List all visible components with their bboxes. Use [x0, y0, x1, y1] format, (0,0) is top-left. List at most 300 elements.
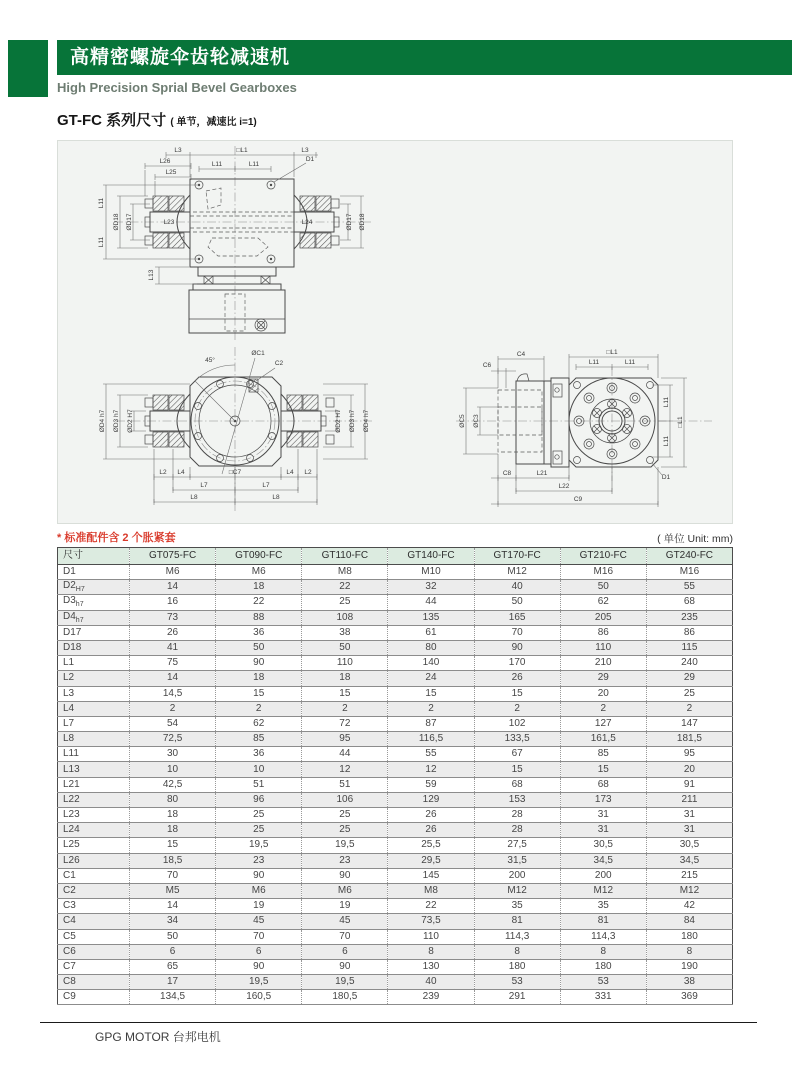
table-cell: M12 — [474, 565, 560, 580]
table-cell: 35 — [560, 899, 646, 914]
dim-label: ØD4 h7 — [99, 409, 106, 433]
table-cell: 29 — [560, 671, 646, 686]
table-cell: 50 — [302, 640, 388, 655]
table-cell: 68 — [474, 777, 560, 792]
section-title-text: GT-FC 系列尺寸 — [57, 112, 167, 129]
table-cell: 15 — [302, 686, 388, 701]
table-cell: 114,3 — [474, 929, 560, 944]
table-cell: 68 — [560, 777, 646, 792]
table-cell: 180 — [560, 959, 646, 974]
standard-accessory-note: * 标准配件含 2 个胀紧套 — [57, 532, 176, 544]
dim-label: ØC5 — [459, 414, 466, 428]
table-cell: 30,5 — [560, 838, 646, 853]
table-cell: 70 — [130, 868, 216, 883]
table-cell: 85 — [216, 732, 302, 747]
table-header-row — [58, 548, 733, 565]
dim-label: D1 — [661, 474, 671, 481]
table-cell: 62 — [216, 716, 302, 731]
table-cell: 34,5 — [560, 853, 646, 868]
table-cell: 30,5 — [646, 838, 732, 853]
table-cell: 160,5 — [216, 990, 302, 1005]
dim-label: L11 — [98, 197, 105, 209]
table-row — [58, 883, 733, 898]
table-row — [58, 625, 733, 640]
table-cell: 67 — [474, 747, 560, 762]
table-row — [58, 990, 733, 1005]
table-cell: 50 — [560, 580, 646, 595]
table-cell: 53 — [560, 975, 646, 990]
table-cell: 134,5 — [130, 990, 216, 1005]
dim-label: C4 — [516, 351, 526, 358]
row-label: D17 — [58, 625, 130, 640]
dim-label: L25 — [165, 169, 177, 176]
table-cell: 15 — [474, 762, 560, 777]
dim-label: C6 — [482, 362, 492, 369]
table-cell: 50 — [474, 595, 560, 610]
dimension-table-head — [58, 548, 733, 565]
page-title: 高精密螺旋伞齿轮减速机 — [57, 40, 792, 75]
table-row — [58, 944, 733, 959]
row-label: L22 — [58, 792, 130, 807]
table-cell: 95 — [302, 732, 388, 747]
table-row — [58, 823, 733, 838]
table-cell: M12 — [646, 883, 732, 898]
table-cell: 8 — [560, 944, 646, 959]
table-cell: 34 — [130, 914, 216, 929]
column-header: GT210-FC — [560, 548, 646, 565]
table-cell: 147 — [646, 716, 732, 731]
table-cell: 42 — [646, 899, 732, 914]
table-cell: 135 — [388, 610, 474, 625]
dim-label: ØD3 h7 — [349, 409, 356, 433]
row-label: D18 — [58, 640, 130, 655]
table-row — [58, 929, 733, 944]
table-cell: 18 — [302, 671, 388, 686]
row-label: $D3_{h7}$ — [58, 595, 130, 610]
dim-label: L4 — [177, 469, 185, 476]
column-header: GT140-FC — [388, 548, 474, 565]
dim-label: 45° — [205, 357, 215, 364]
table-row — [58, 747, 733, 762]
dimension-table-body — [58, 565, 733, 1005]
table-cell: M16 — [646, 565, 732, 580]
table-cell: 50 — [216, 640, 302, 655]
table-cell: 161,5 — [560, 732, 646, 747]
footer-divider — [40, 1022, 757, 1023]
table-cell: 87 — [388, 716, 474, 731]
dim-label: L11 — [663, 435, 670, 447]
table-cell: 19,5 — [302, 838, 388, 853]
table-cell: 26 — [388, 823, 474, 838]
row-label: L3 — [58, 686, 130, 701]
table-cell: 51 — [216, 777, 302, 792]
table-cell: 84 — [646, 914, 732, 929]
table-cell: 8 — [474, 944, 560, 959]
table-cell: M12 — [560, 883, 646, 898]
table-cell: 240 — [646, 656, 732, 671]
table-cell: 25,5 — [388, 838, 474, 853]
table-cell: 180 — [474, 959, 560, 974]
dim-label: ØC1 — [251, 350, 265, 357]
dim-label: L8 — [190, 494, 198, 501]
table-row — [58, 808, 733, 823]
table-cell: 153 — [474, 792, 560, 807]
table-cell: 40 — [474, 580, 560, 595]
dim-label: L26 — [159, 158, 171, 165]
table-cell: 34,5 — [646, 853, 732, 868]
row-label: L13 — [58, 762, 130, 777]
dim-label: L4 — [286, 469, 294, 476]
table-cell: 20 — [646, 762, 732, 777]
table-cell: M10 — [388, 565, 474, 580]
table-cell: M6 — [216, 565, 302, 580]
row-label: L23 — [58, 808, 130, 823]
table-row — [58, 716, 733, 731]
dim-label: L11 — [588, 359, 600, 366]
column-header: GT170-FC — [474, 548, 560, 565]
table-cell: 19 — [302, 899, 388, 914]
table-cell: 6 — [302, 944, 388, 959]
dim-label: ØD4 h7 — [363, 409, 370, 433]
table-cell: 90 — [216, 656, 302, 671]
table-cell: M6 — [130, 565, 216, 580]
table-cell: 25 — [302, 823, 388, 838]
table-cell: 2 — [474, 701, 560, 716]
table-cell: 36 — [216, 747, 302, 762]
table-row — [58, 762, 733, 777]
dim-label: L11 — [211, 161, 223, 168]
table-cell: 26 — [388, 808, 474, 823]
table-cell: 27,5 — [474, 838, 560, 853]
row-label: L1 — [58, 656, 130, 671]
table-cell: 369 — [646, 990, 732, 1005]
table-cell: 8 — [646, 944, 732, 959]
row-label: C4 — [58, 914, 130, 929]
table-cell: 110 — [388, 929, 474, 944]
row-label: C2 — [58, 883, 130, 898]
table-cell: 31 — [560, 808, 646, 823]
dim-label: ØD3 h7 — [113, 409, 120, 433]
table-cell: 20 — [560, 686, 646, 701]
column-header: GT110-FC — [302, 548, 388, 565]
table-row — [58, 610, 733, 625]
table-row — [58, 671, 733, 686]
table-cell: 291 — [474, 990, 560, 1005]
table-cell: 133,5 — [474, 732, 560, 747]
table-row — [58, 792, 733, 807]
table-cell: 61 — [388, 625, 474, 640]
table-cell: M5 — [130, 883, 216, 898]
dim-label: ØD2 H7 — [127, 409, 134, 433]
dim-label: □L1 — [606, 349, 618, 356]
table-cell: 38 — [646, 975, 732, 990]
table-cell: 14 — [130, 580, 216, 595]
table-cell: 65 — [130, 959, 216, 974]
table-cell: 86 — [646, 625, 732, 640]
table-cell: 106 — [302, 792, 388, 807]
table-cell: 45 — [216, 914, 302, 929]
page-subtitle: High Precision Sprial Bevel Gearboxes — [57, 80, 297, 95]
table-cell: 15 — [216, 686, 302, 701]
dim-label: L23 — [163, 219, 175, 226]
table-cell: 18 — [130, 823, 216, 838]
dim-label: L2 — [304, 469, 312, 476]
table-cell: 23 — [216, 853, 302, 868]
dim-label: L11 — [624, 359, 636, 366]
row-label: L24 — [58, 823, 130, 838]
table-cell: M12 — [474, 883, 560, 898]
table-cell: 26 — [474, 671, 560, 686]
table-cell: 90 — [216, 959, 302, 974]
table-cell: 90 — [216, 868, 302, 883]
table-cell: 90 — [302, 959, 388, 974]
table-cell: 18 — [216, 671, 302, 686]
dim-label: L13 — [148, 269, 155, 281]
table-cell: 55 — [388, 747, 474, 762]
table-cell: 200 — [560, 868, 646, 883]
table-cell: 29,5 — [388, 853, 474, 868]
table-cell: 28 — [474, 823, 560, 838]
row-label: L7 — [58, 716, 130, 731]
table-cell: 80 — [130, 792, 216, 807]
table-cell: 81 — [560, 914, 646, 929]
table-cell: 18,5 — [130, 853, 216, 868]
row-label-subscript: H7 — [75, 586, 85, 594]
table-row — [58, 686, 733, 701]
table-cell: 145 — [388, 868, 474, 883]
table-cell: 14 — [130, 899, 216, 914]
dim-label: L11 — [98, 236, 105, 248]
row-label: C5 — [58, 929, 130, 944]
table-cell: 44 — [302, 747, 388, 762]
table-cell: 51 — [302, 777, 388, 792]
row-label-subscript: h7 — [75, 601, 84, 609]
table-cell: 90 — [474, 640, 560, 655]
table-cell: 90 — [302, 868, 388, 883]
table-cell: 8 — [388, 944, 474, 959]
table-cell: 15 — [474, 686, 560, 701]
table-cell: 19,5 — [302, 975, 388, 990]
table-cell: 15 — [560, 762, 646, 777]
table-row — [58, 640, 733, 655]
table-cell: 173 — [560, 792, 646, 807]
gearbox-drawings — [58, 141, 732, 523]
table-cell: 17 — [130, 975, 216, 990]
table-cell: 18 — [130, 808, 216, 823]
row-label: D1 — [58, 565, 130, 580]
table-cell: 19,5 — [216, 838, 302, 853]
row-label: C9 — [58, 990, 130, 1005]
row-label: L8 — [58, 732, 130, 747]
table-cell: 205 — [560, 610, 646, 625]
dim-label: C9 — [573, 496, 583, 503]
dim-label: L11 — [663, 396, 670, 408]
table-cell: 95 — [646, 747, 732, 762]
table-cell: M8 — [302, 565, 388, 580]
row-label: C3 — [58, 899, 130, 914]
table-cell: 59 — [388, 777, 474, 792]
table-cell: 129 — [388, 792, 474, 807]
table-cell: 70 — [216, 929, 302, 944]
dim-label: L3 — [301, 147, 309, 154]
table-cell: 22 — [388, 899, 474, 914]
table-cell: 28 — [474, 808, 560, 823]
column-header: GT090-FC — [216, 548, 302, 565]
table-cell: 30 — [130, 747, 216, 762]
table-cell: 170 — [474, 656, 560, 671]
table-cell: 68 — [646, 595, 732, 610]
row-label: L26 — [58, 853, 130, 868]
table-cell: 53 — [474, 975, 560, 990]
row-label: C7 — [58, 959, 130, 974]
table-cell: 62 — [560, 595, 646, 610]
table-cell: 32 — [388, 580, 474, 595]
table-cell: 12 — [302, 762, 388, 777]
table-cell: 180 — [646, 929, 732, 944]
table-cell: 2 — [560, 701, 646, 716]
table-cell: 36 — [216, 625, 302, 640]
table-cell: M6 — [302, 883, 388, 898]
table-cell: 54 — [130, 716, 216, 731]
dim-label: L22 — [558, 483, 570, 490]
row-label: L4 — [58, 701, 130, 716]
table-cell: 215 — [646, 868, 732, 883]
table-cell: 96 — [216, 792, 302, 807]
table-cell: 86 — [560, 625, 646, 640]
table-cell: 73 — [130, 610, 216, 625]
dim-label: ØC3 — [473, 414, 480, 428]
table-cell: 31 — [560, 823, 646, 838]
table-row — [58, 975, 733, 990]
row-label: L2 — [58, 671, 130, 686]
table-cell: 331 — [560, 990, 646, 1005]
table-cell: 14 — [130, 671, 216, 686]
table-cell: 211 — [646, 792, 732, 807]
table-cell: 22 — [302, 580, 388, 595]
table-cell: 25 — [216, 808, 302, 823]
dim-label: L21 — [536, 470, 548, 477]
dimension-table — [57, 547, 733, 1005]
table-cell: 19 — [216, 899, 302, 914]
table-cell: 102 — [474, 716, 560, 731]
table-row — [58, 732, 733, 747]
table-cell: 42,5 — [130, 777, 216, 792]
table-cell: M6 — [216, 883, 302, 898]
table-cell: 10 — [216, 762, 302, 777]
table-cell: 2 — [130, 701, 216, 716]
section-title — [57, 109, 257, 130]
front-view-drawing — [98, 146, 372, 340]
table-cell: 115 — [646, 640, 732, 655]
table-cell: 41 — [130, 640, 216, 655]
table-cell: 35 — [474, 899, 560, 914]
table-cell: 2 — [216, 701, 302, 716]
dim-label: L24 — [301, 219, 313, 226]
dim-label: ØD17 — [346, 213, 353, 231]
table-cell: 72 — [302, 716, 388, 731]
table-cell: 44 — [388, 595, 474, 610]
table-cell: 73,5 — [388, 914, 474, 929]
unit-note: ( 单位 Unit: mm) — [657, 533, 733, 545]
table-cell: 140 — [388, 656, 474, 671]
dim-label: ØD2 H7 — [335, 409, 342, 433]
table-row — [58, 701, 733, 716]
table-cell: 130 — [388, 959, 474, 974]
table-cell: 25 — [216, 823, 302, 838]
table-cell: 12 — [388, 762, 474, 777]
table-row — [58, 838, 733, 853]
table-row — [58, 595, 733, 610]
dim-label: L7 — [200, 482, 208, 489]
table-cell: 110 — [560, 640, 646, 655]
section-view-drawing — [99, 347, 372, 513]
table-cell: 116,5 — [388, 732, 474, 747]
column-header: 尺寸 — [58, 548, 130, 565]
table-cell: 91 — [646, 777, 732, 792]
column-header: GT075-FC — [130, 548, 216, 565]
table-cell: 70 — [474, 625, 560, 640]
table-cell: 6 — [130, 944, 216, 959]
table-cell: 15 — [130, 838, 216, 853]
table-cell: M8 — [388, 883, 474, 898]
dim-label: □L1 — [677, 416, 684, 428]
table-cell: 25 — [302, 808, 388, 823]
row-label: L11 — [58, 747, 130, 762]
table-cell: 114,3 — [560, 929, 646, 944]
table-cell: 25 — [646, 686, 732, 701]
dim-label: L7 — [262, 482, 270, 489]
row-label: $D2_{H7}$ — [58, 580, 130, 595]
table-cell: 31,5 — [474, 853, 560, 868]
table-cell: 110 — [302, 656, 388, 671]
table-row — [58, 777, 733, 792]
table-cell: 31 — [646, 823, 732, 838]
table-cell: 2 — [646, 701, 732, 716]
table-cell: 10 — [130, 762, 216, 777]
dim-label: L2 — [159, 469, 167, 476]
row-label: L25 — [58, 838, 130, 853]
table-cell: 40 — [388, 975, 474, 990]
table-row — [58, 580, 733, 595]
table-cell: M16 — [560, 565, 646, 580]
dim-label: C8 — [502, 470, 512, 477]
table-cell: 25 — [302, 595, 388, 610]
table-row — [58, 853, 733, 868]
table-cell: 50 — [130, 929, 216, 944]
table-cell: 55 — [646, 580, 732, 595]
section-subtitle: ( 单节，减速比 i=1) — [170, 117, 257, 128]
header-accent-block — [8, 40, 48, 97]
row-label: $D4_{h7}$ — [58, 610, 130, 625]
table-cell: 6 — [216, 944, 302, 959]
table-cell: 239 — [388, 990, 474, 1005]
table-cell: 45 — [302, 914, 388, 929]
table-cell: 165 — [474, 610, 560, 625]
footer-brand: GPG MOTOR 台邦电机 — [95, 1030, 221, 1044]
table-cell: 72,5 — [130, 732, 216, 747]
dim-label: C2 — [274, 360, 284, 367]
table-row — [58, 565, 733, 580]
dim-label: D1 — [305, 156, 315, 163]
side-view-drawing — [456, 349, 712, 507]
row-label: L21 — [58, 777, 130, 792]
row-label: C6 — [58, 944, 130, 959]
dim-label: □C7 — [228, 469, 242, 476]
table-cell: 2 — [302, 701, 388, 716]
table-cell: 24 — [388, 671, 474, 686]
dim-label: ØD18 — [359, 213, 366, 231]
table-cell: 18 — [216, 580, 302, 595]
